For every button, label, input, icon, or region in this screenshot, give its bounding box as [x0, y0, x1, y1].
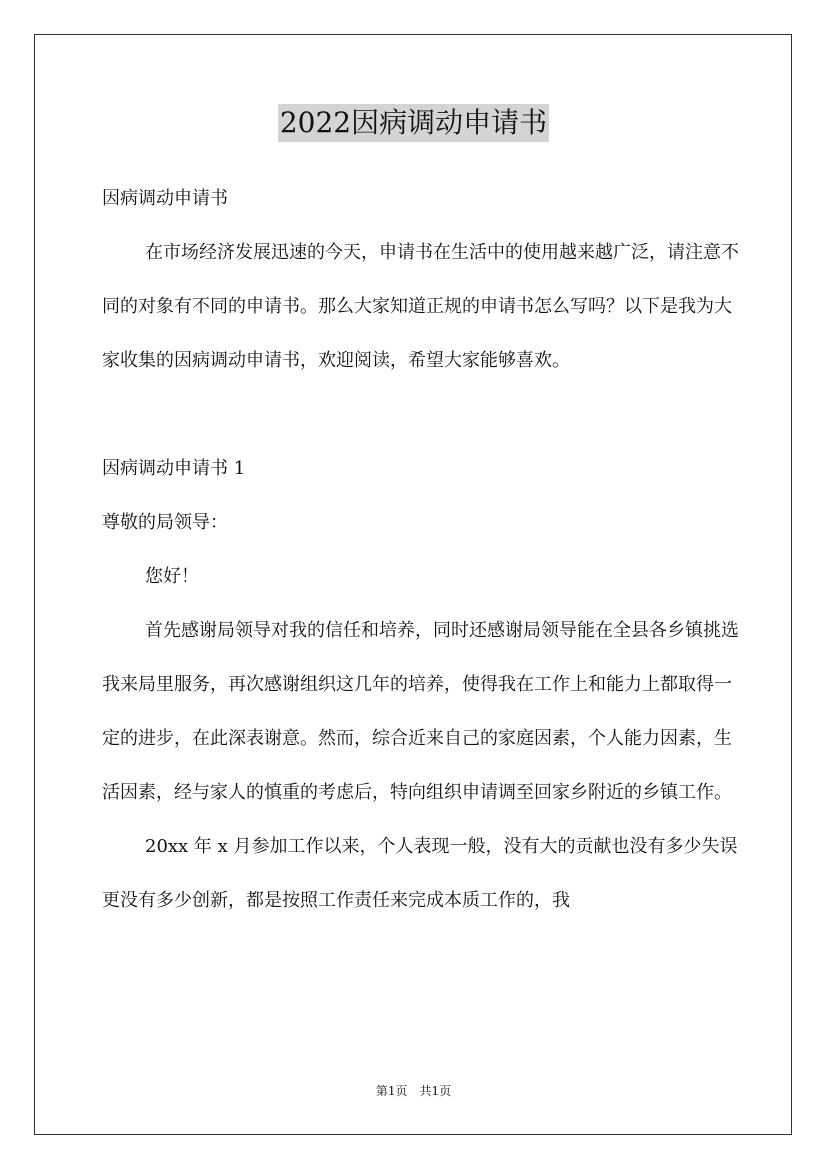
- intro-paragraph: 在市场经济发展迅速的今天，申请书在生活中的使用越来越广泛，请注意不同的对象有不同的申请书。那么大家知道正规的申请书怎么写吗？以下是我为大家收集的因病调动申请书，欢迎阅读，希望大家能够喜欢。: [102, 242, 739, 371]
- body-paragraph-2: 20xx 年 x 月参加工作以来，个人表现一般，没有大的贡献也没有多少失误更没有多少创新，都是按照工作责任来完成本质工作的，我: [102, 836, 738, 911]
- title-wrap: [0, 104, 827, 142]
- body-paragraph-1: 首先感谢局领导对我的信任和培养，同时还感谢局领导能在全县各乡镇挑选我来局里服务，再次感谢组织这几年的培养，使得我在工作上和能力上都取得一定的进步，在此深表谢意。然而，综合近来自己的家庭因素，个人能力因素，生活因素，经与家人的慎重的考虑后，特向组织申请调至回家乡附近的乡镇工作。: [102, 620, 739, 803]
- page-total: 共1页: [419, 1084, 452, 1098]
- document-body: [102, 172, 742, 928]
- greeting: 您好！: [145, 566, 199, 587]
- document-title: 2022因病调动申请书: [278, 104, 549, 142]
- section-heading: 因病调动申请书 1: [102, 458, 246, 479]
- page-number: 第1页: [375, 1084, 408, 1098]
- document-subtitle: 因病调动申请书: [102, 188, 228, 209]
- page-footer: [0, 1083, 827, 1099]
- paragraph-gap: [102, 388, 742, 442]
- salutation: 尊敬的局领导：: [102, 512, 228, 533]
